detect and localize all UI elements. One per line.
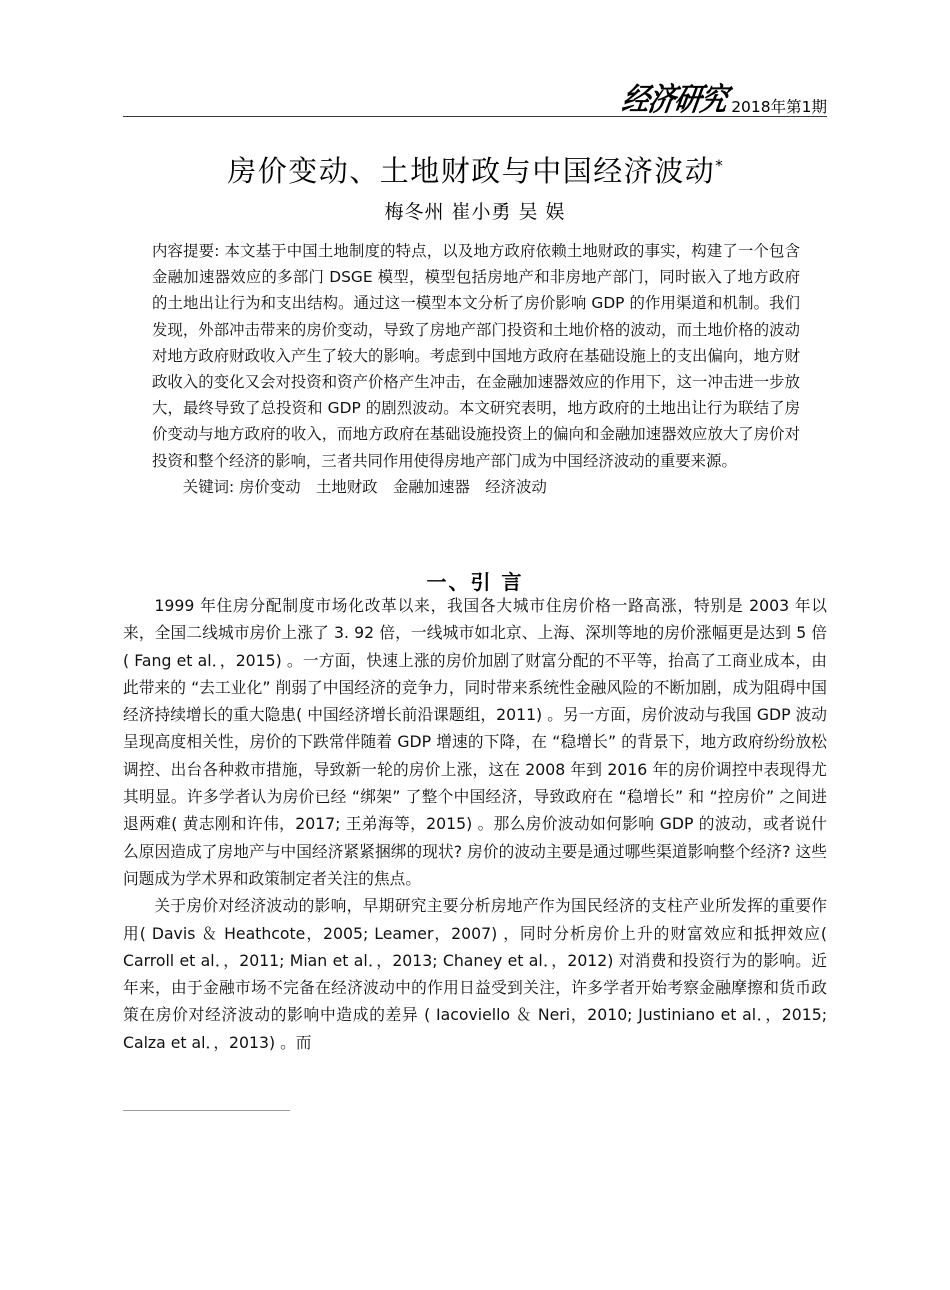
journal-masthead [123,72,827,119]
paragraph: 关于房价对经济波动的影响，早期研究主要分析房地产作为国民经济的支柱产业所发挥的重要作用( Davis ＆ Heathcote，2005; Leamer，2007) ，同时分析房价上升的财富效应和抵押效应( Carroll et al．，2011; Mian et al．，2013; Chaney et al．，2012) 对消费和投资行为的影响。近年来，由于金融市场不完备在经济波动中的作用日益受到关注，许多学者开始考察金融摩擦和货币政策在房价对经济波动的影响中造成的差异 ( Iacoviello ＆ Neri，2010; Justiniano et al．，2015; Calza et al．，2013) 。而 [123,896,827,1052]
journal-logo: 经济研究 [619,82,730,119]
abstract-block [152,238,800,500]
header-divider [123,116,827,117]
issue-label: 2018年第1期 [731,97,827,116]
title-footnote-marker: * [715,156,723,175]
author-list: 梅冬州 崔小勇 吴 娱 [384,201,566,223]
footnote-separator [123,1110,290,1111]
paragraph: 1999 年住房分配制度市场化改革以来，我国各大城市住房价格一路高涨，特别是 2003 年以来，全国二线城市房价上涨了 3. 92 倍，一线城市如北京、上海、深圳等地的房价涨幅更是达到 5 倍 ( Fang et al．，2015) 。一方面，快速上涨的房价加剧了财富分配的不平等，抬高了工商业成本，由此带来的 “去工业化” 削弱了中国经济的竞争力，同时带来系统性金融风险的不断加剧，成为阻碍中国经济持续增长的重大隐患( 中国经济增长前沿课题组，2011) 。另一方面，房价波动与我国 GDP 波动呈现高度相关性，房价的下跌常伴随着 GDP 增速的下降，在 “稳增长” 的背景下，地方政府纷纷放松调控、出台各种救市措施，导致新一轮的房价上涨，这在 2008 年到 2016 年的房价调控中表现得尤其明显。许多学者认为房价已经 “绑架” 了整个中国经济，导致政府在 “稳增长” 和 “控房价” 之间进退两难( 黄志刚和许伟，2017; 王弟海等，2015) 。那么房价波动如何影响 GDP 的波动，或者说什么原因造成了房地产与中国经济紧紧捆绑的现状? 房价的波动主要是通过哪些渠道影响整个经济? 这些问题成为学术界和政策制定者关注的焦点。 [123,596,827,888]
body-text [123,592,827,1056]
abstract-text: 内容提要: 本文基于中国土地制度的特点，以及地方政府依赖土地财政的事实，构建了一个包含金融加速器效应的多部门 DSGE 模型，模型包括房地产和非房地产部门，同时嵌入了地方政府的土地出让行为和支出结构。通过这一模型本文分析了房价影响 GDP 的作用渠道和机制。我们发现，外部冲击带来的房价变动，导致了房地产部门投资和土地价格的波动，而土地价格的波动对地方政府财政收入产生了较大的影响。考虑到中国地方政府在基础设施上的支出偏向，地方财政收入的变化又会对投资和资产价格产生冲击，在金融加速器效应的作用下，这一冲击进一步放大，最终导致了总投资和 GDP 的剧烈波动。本文研究表明，地方政府的土地出让行为联结了房价变动与地方政府的收入，而地方政府在基础设施投资上的偏向和金融加速器效应放大了房价对投资和整个经济的影响，三者共同作用使得房地产部门成为中国经济波动的重要来源。 [152,242,800,470]
section-heading-introduction: 一、引 言 [426,569,524,594]
keywords-line: 关键词: 房价变动 土地财政 金融加速器 经济波动 [182,477,547,496]
title-text: 房价变动、土地财政与中国经济波动 [227,154,716,189]
page-title [123,153,827,189]
